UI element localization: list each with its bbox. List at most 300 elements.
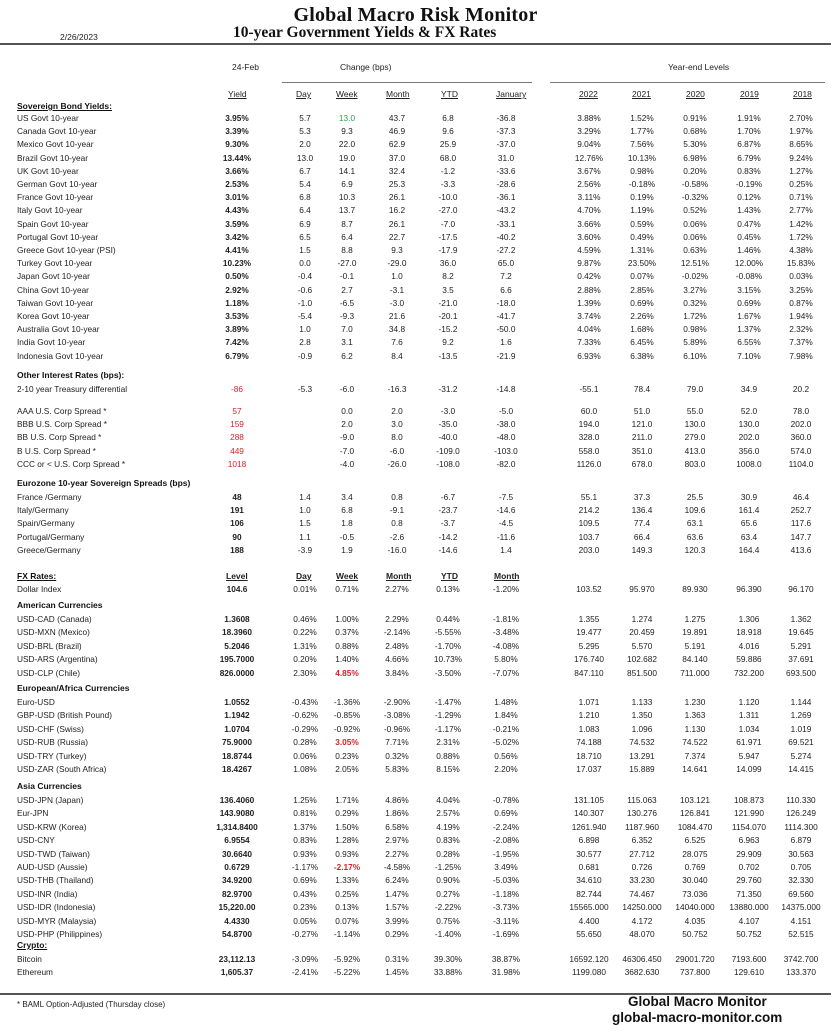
cell-col-6: -5.03%	[492, 875, 520, 886]
cell-col-4: 1.57%	[385, 902, 409, 913]
cell-col-2: 0.23%	[293, 902, 317, 913]
cell-col-3: 2.05%	[335, 764, 359, 774]
cell-col-4: 4.66%	[385, 654, 409, 665]
row-label: CCC or < U.S. Corp Spread *	[17, 458, 126, 469]
cell-col-8: 0.59%	[630, 218, 654, 229]
cell-col-10: 71.350	[736, 888, 762, 899]
cell-col-3: 2.0	[341, 419, 353, 430]
row-label: USD-INR (India)	[17, 888, 78, 899]
cell-col-10: 96.390	[736, 584, 762, 594]
cell-col-2: 1.31%	[293, 640, 317, 651]
cell-col-2: 5.7	[299, 113, 311, 123]
cell-col-3: -5.92%	[333, 954, 361, 964]
row-label: AAA U.S. Corp Spread *	[17, 406, 107, 416]
table-row	[0, 337, 831, 350]
cell-col-6: 0.56%	[494, 750, 518, 761]
cell-col-1: 143.9080	[219, 808, 255, 819]
cell-col-3: 0.23%	[335, 750, 359, 761]
cell-col-8: 678.0	[631, 458, 653, 469]
cell-col-6: -1.95%	[492, 848, 520, 859]
cell-col-9: 1.363	[684, 710, 706, 721]
cell-col-8: 149.3	[631, 544, 653, 555]
cell-col-2: 1.4	[299, 492, 311, 502]
cell-col-8: 0.69%	[630, 297, 654, 308]
cell-col-7: 82.744	[576, 888, 602, 899]
table-row	[0, 835, 831, 848]
cell-col-10: 1.120	[738, 697, 760, 707]
cell-col-7: 4.400	[578, 915, 600, 926]
table-row	[0, 668, 831, 681]
cell-col-3: -27.0	[337, 258, 357, 269]
cell-col-6: -0.78%	[492, 795, 520, 805]
cell-col-6: -5.02%	[492, 737, 520, 748]
cell-col-9: 0.06%	[683, 231, 707, 242]
cell-col-5: -17.5	[438, 231, 458, 242]
cell-col-4: 26.1	[388, 192, 406, 203]
cell-col-8: 1.77%	[630, 126, 654, 137]
cell-col-9: 1.72%	[683, 311, 707, 321]
section-american: American Currencies	[17, 600, 103, 610]
row-label: German Govt 10-year	[17, 179, 98, 189]
cell-col-6: 1.48%	[494, 697, 518, 707]
cell-col-8: 2.85%	[630, 284, 654, 295]
cell-col-6: -3.48%	[492, 627, 520, 638]
report-title: Global Macro Risk Monitor	[293, 4, 538, 26]
cell-col-3: 14.1	[338, 165, 356, 176]
table-row	[0, 406, 831, 419]
cell-col-7: 3.66%	[577, 218, 601, 229]
row-label: Portugal/Germany	[17, 531, 85, 542]
cell-col-1: 4.41%	[225, 245, 249, 255]
cell-col-6: -0.21%	[492, 723, 520, 734]
table-row	[0, 737, 831, 750]
row-label: Spain/Germany	[17, 518, 75, 529]
cell-col-10: 5.947	[738, 750, 760, 761]
cell-col-10: 0.69%	[737, 297, 761, 308]
cell-col-3: -5.22%	[333, 967, 361, 978]
cell-col-1: 4.43%	[225, 205, 249, 216]
table-row	[0, 518, 831, 531]
cell-col-6: -41.7	[496, 311, 516, 321]
cell-col-4: 9.3	[391, 245, 403, 255]
cell-col-7: 1261.940	[571, 821, 607, 832]
table-row	[0, 795, 831, 808]
cell-col-1: 3.89%	[225, 324, 249, 335]
row-label: Mexico Govt 10-year	[17, 139, 94, 150]
cell-col-11: 0.87%	[789, 297, 813, 308]
cell-col-10: 161.4	[738, 505, 760, 516]
cell-col-9: 25.5	[686, 492, 704, 502]
cell-col-9: 6.525	[684, 835, 706, 846]
cell-col-4: 62.9	[388, 139, 406, 150]
table-row	[0, 954, 831, 967]
cell-col-9: 1.130	[684, 723, 706, 734]
cell-col-6: -2.08%	[492, 835, 520, 846]
cell-col-2: 0.93%	[293, 848, 317, 859]
cell-col-11: 5.291	[790, 640, 812, 651]
row-label: France /Germany	[17, 492, 82, 502]
cell-col-4: 21.6	[388, 311, 406, 321]
table-row	[0, 545, 831, 558]
cell-col-3: 9.3	[341, 126, 353, 137]
cell-col-6: -14.6	[496, 505, 516, 516]
cell-col-7: 847.110	[574, 667, 604, 678]
cell-col-1: 3.01%	[225, 192, 249, 203]
cell-col-4: 3.99%	[385, 915, 409, 926]
cell-col-4: 0.32%	[385, 750, 409, 761]
cell-col-8: 5.570	[631, 640, 653, 651]
cell-col-7: 1126.0	[576, 458, 602, 469]
col-month: Month	[386, 89, 410, 99]
cell-col-7: 9.04%	[577, 139, 601, 150]
cell-col-11: 0.03%	[789, 271, 813, 282]
cell-col-10: 1008.0	[736, 458, 762, 469]
col-2021: 2021	[632, 89, 651, 99]
cell-col-5: -2.22%	[434, 902, 462, 913]
col-2022: 2022	[579, 89, 598, 99]
cell-col-1: 23,112.13	[218, 954, 256, 964]
cell-col-3: -0.85%	[333, 710, 361, 721]
cell-col-4: 2.97%	[385, 835, 409, 846]
cell-col-11: 4.151	[790, 915, 812, 926]
cell-col-11: 1.42%	[789, 218, 813, 229]
cell-col-11: 1.269	[790, 710, 812, 721]
cell-col-9: 1084.470	[677, 821, 713, 832]
cell-col-5: -35.0	[438, 419, 458, 430]
cell-col-11: 117.6	[790, 518, 812, 529]
cell-col-7: 558.0	[578, 445, 600, 456]
cell-col-11: 52.515	[788, 929, 814, 939]
cell-col-11: 37.691	[788, 654, 814, 665]
row-label: India Govt 10-year	[17, 337, 86, 348]
cell-col-8: 37.3	[633, 492, 651, 502]
cell-col-2: 0.20%	[293, 654, 317, 665]
row-label: USD-CAD (Canada)	[17, 614, 92, 624]
cell-col-11: 15.83%	[786, 258, 816, 269]
row-label: Bitcoin	[17, 954, 42, 964]
cell-col-1: 15,220.00	[218, 902, 256, 913]
cell-col-8: 66.4	[633, 531, 651, 542]
cell-col-11: 5.274	[790, 750, 812, 761]
cell-col-5: -1.17%	[434, 723, 462, 734]
cell-col-11: 46.4	[792, 492, 810, 502]
cell-col-8: 15.889	[629, 764, 655, 774]
cell-col-6: 3.49%	[494, 862, 518, 872]
cell-col-3: 1.9	[341, 544, 353, 555]
cell-col-2: -0.43%	[291, 697, 319, 707]
cell-col-1: 54.8700	[222, 929, 252, 939]
cell-col-9: 19.891	[682, 627, 708, 638]
cell-col-3: 3.05%	[335, 737, 359, 748]
cell-col-11: 9.24%	[789, 152, 813, 163]
cell-col-8: 46306.450	[622, 954, 662, 964]
row-label: 2-10 year Treasury differential	[17, 384, 128, 394]
cell-col-5: 0.28%	[436, 848, 460, 859]
cell-col-1: 7.42%	[225, 337, 249, 348]
cell-col-3: -4.0	[339, 458, 355, 469]
change-group-header: Change (bps)	[340, 62, 392, 72]
cell-col-3: 1.28%	[335, 835, 359, 846]
cell-col-3: -9.3	[339, 311, 355, 321]
cell-col-6: -7.07%	[492, 667, 520, 678]
cell-col-4: -0.96%	[383, 723, 411, 734]
cell-col-6: 0.69%	[494, 808, 518, 819]
cell-col-11: 1.27%	[789, 165, 813, 176]
cell-col-9: 0.32%	[683, 297, 707, 308]
cell-col-5: 0.90%	[436, 875, 460, 886]
cell-col-2: -0.27%	[291, 929, 319, 939]
row-label: USD-THB (Thailand)	[17, 875, 94, 886]
section-eurozone: Eurozone 10-year Sovereign Spreads (bps)	[17, 478, 191, 488]
cell-col-11: 252.7	[790, 505, 812, 516]
cell-col-4: -3.08%	[383, 710, 411, 721]
cell-col-6: -5.0	[498, 406, 514, 416]
row-label: USD-IDR (Indonesia)	[17, 902, 96, 913]
cell-col-10: 1.37%	[737, 324, 761, 335]
cell-col-8: 23.50%	[627, 258, 657, 269]
row-label: USD-ZAR (South Africa)	[17, 764, 107, 774]
cell-col-2: 13.0	[296, 152, 314, 163]
cell-col-8: 121.0	[631, 419, 653, 430]
row-label: BBB U.S. Corp Spread *	[17, 419, 107, 430]
cell-col-4: -3.1	[389, 284, 405, 295]
cell-col-6: -33.6	[496, 165, 516, 176]
cell-col-9: 126.841	[680, 808, 710, 819]
cell-col-10: 13880.000	[729, 902, 769, 913]
cell-col-3: 19.0	[338, 152, 356, 163]
cell-col-6: -18.0	[496, 297, 516, 308]
cell-col-9: 84.140	[682, 654, 708, 665]
cell-col-9: 29001.720	[675, 954, 715, 964]
table-row	[0, 764, 831, 777]
cell-col-5: 2.57%	[436, 808, 460, 819]
cell-col-4: 0.29%	[385, 929, 409, 939]
cell-col-1: 3.59%	[225, 218, 249, 229]
cell-col-7: 4.59%	[577, 245, 601, 255]
row-label: Dollar Index	[17, 584, 62, 594]
cell-col-4: 6.58%	[385, 821, 409, 832]
cell-col-4: 1.45%	[385, 967, 409, 978]
cell-col-9: 50.752	[682, 929, 708, 939]
cell-col-3: 1.8	[341, 518, 353, 529]
cell-col-1: 9.30%	[225, 139, 249, 150]
cell-col-6: -38.0	[496, 419, 516, 430]
row-label: China Govt 10-year	[17, 284, 89, 295]
cell-col-10: 0.45%	[737, 231, 761, 242]
cell-col-9: 130.0	[684, 419, 706, 430]
cell-col-2: 1.25%	[293, 795, 317, 805]
cell-col-6: -36.1	[496, 192, 516, 203]
cell-col-6: -40.2	[496, 231, 516, 242]
cell-col-8: 1.31%	[630, 245, 654, 255]
cell-col-5: 0.75%	[436, 915, 460, 926]
table-row	[0, 311, 831, 324]
col-ytd: YTD	[441, 89, 458, 99]
cell-col-10: 34.9	[740, 384, 758, 394]
cell-col-9: 0.769	[684, 862, 706, 872]
col-january: January	[496, 89, 527, 99]
cell-col-7: 3.11%	[577, 192, 601, 203]
cell-col-10: 61.971	[736, 737, 762, 748]
cell-col-4: -6.0	[389, 445, 405, 456]
cell-col-7: 194.0	[578, 419, 600, 430]
cell-col-11: 2.70%	[789, 113, 813, 123]
cell-col-5: 36.0	[439, 258, 457, 269]
cell-col-1: 3.39%	[225, 126, 249, 137]
cell-col-2: 0.05%	[293, 915, 317, 926]
table-row	[0, 505, 831, 518]
cell-col-7: 1199.080	[572, 967, 606, 978]
cell-col-7: 328.0	[578, 432, 600, 443]
cell-col-9: 1.275	[684, 614, 706, 624]
cell-col-1: 34.9200	[222, 875, 252, 886]
cell-col-8: 1.274	[631, 614, 653, 624]
cell-col-9: 4.035	[684, 915, 706, 926]
cell-col-4: -16.3	[387, 384, 407, 394]
row-label: Australia Govt 10-year	[17, 324, 100, 335]
cell-col-4: 7.71%	[385, 737, 409, 748]
col-fx-ytd: YTD	[441, 571, 458, 581]
cell-col-3: 3.1	[341, 337, 353, 348]
cell-col-11: 8.65%	[789, 139, 813, 150]
row-label: USD-CNY	[17, 835, 55, 846]
cell-col-9: -0.32%	[681, 192, 709, 203]
cell-col-9: 12.51%	[680, 258, 710, 269]
cell-col-2: 0.81%	[293, 808, 317, 819]
cell-col-10: 732.200	[734, 667, 764, 678]
cell-col-5: 10.73%	[433, 654, 463, 665]
table-row	[0, 298, 831, 311]
cell-col-3: -2.17%	[333, 862, 361, 872]
cell-col-7: 109.5	[578, 518, 600, 529]
cell-col-2: 1.5	[299, 245, 311, 255]
table-row	[0, 875, 831, 888]
cell-col-4: 22.7	[388, 231, 406, 242]
cell-col-5: -6.7	[440, 492, 456, 502]
cell-col-6: -2.24%	[492, 821, 520, 832]
cell-col-9: 63.1	[686, 518, 704, 529]
cell-col-2: 0.83%	[293, 835, 317, 846]
cell-col-9: 63.6	[686, 531, 704, 542]
col-level: Level	[226, 571, 248, 581]
cell-col-8: 78.4	[633, 384, 651, 394]
cell-col-6: -36.8	[496, 113, 516, 123]
cell-col-9: 6.98%	[683, 152, 707, 163]
cell-col-5: -3.0	[440, 406, 456, 416]
cell-col-5: -14.6	[438, 544, 458, 555]
cell-col-10: -0.08%	[735, 271, 763, 282]
table-row	[0, 245, 831, 258]
cell-col-8: 48.070	[629, 929, 655, 939]
cell-col-9: 55.0	[686, 406, 704, 416]
cell-col-5: -31.2	[438, 384, 458, 394]
cell-col-6: 65.0	[497, 258, 515, 269]
section-asia: Asia Currencies	[17, 781, 82, 791]
cell-col-3: 6.9	[341, 179, 353, 189]
cell-col-4: 5.83%	[385, 764, 409, 774]
cell-col-7: 60.0	[580, 406, 598, 416]
row-label: USD-JPN (Japan)	[17, 795, 84, 805]
table-row	[0, 710, 831, 723]
cell-col-9: 803.0	[684, 458, 706, 469]
cell-col-2: 0.06%	[293, 750, 317, 761]
cell-col-8: 0.19%	[630, 192, 654, 203]
cell-col-7: 19.477	[576, 627, 602, 638]
cell-col-10: 3.15%	[737, 284, 761, 295]
cell-col-2: 0.43%	[293, 888, 317, 899]
cell-col-6: -7.5	[498, 492, 514, 502]
cell-col-7: 5.295	[578, 640, 600, 651]
cell-col-8: 13.291	[629, 750, 655, 761]
cell-col-1: 3.53%	[225, 311, 249, 321]
cell-col-10: 0.83%	[737, 165, 761, 176]
cell-col-5: -20.1	[438, 311, 458, 321]
table-row	[0, 654, 831, 667]
cell-col-6: 38.87%	[491, 954, 521, 964]
cell-col-10: 1.70%	[737, 126, 761, 137]
col-2018: 2018	[793, 89, 812, 99]
cell-col-9: 3.27%	[683, 284, 707, 295]
cell-col-4: 2.29%	[385, 614, 409, 624]
cell-col-7: 1.071	[578, 697, 600, 707]
cell-col-10: 129.610	[734, 967, 764, 978]
cell-col-5: 0.88%	[436, 750, 460, 761]
table-row	[0, 532, 831, 545]
row-label: USD-MYR (Malaysia)	[17, 915, 97, 926]
cell-col-3: 10.3	[338, 192, 356, 203]
cell-col-4: 2.27%	[385, 848, 409, 859]
cell-col-11: 1.72%	[789, 231, 813, 242]
cell-col-4: 8.0	[391, 432, 403, 443]
cell-col-1: 1.18%	[225, 297, 249, 308]
row-label: GBP-USD (British Pound)	[17, 710, 112, 721]
row-label: USD-TRY (Turkey)	[17, 750, 87, 761]
cell-col-2: 0.69%	[293, 875, 317, 886]
cell-col-11: 574.0	[790, 445, 812, 456]
table-row	[0, 751, 831, 764]
cell-col-8: 1.096	[631, 723, 653, 734]
cell-col-8: 0.49%	[630, 231, 654, 242]
cell-col-5: 0.13%	[436, 584, 460, 594]
cell-col-11: 1.019	[790, 723, 812, 734]
row-label: Italy/Germany	[17, 505, 69, 516]
cell-col-11: 2.32%	[789, 324, 813, 335]
cell-col-2: -1.17%	[291, 862, 319, 872]
table-row	[0, 808, 831, 821]
cell-col-4: 1.47%	[385, 888, 409, 899]
section-sovereign: Sovereign Bond Yields:	[17, 101, 112, 111]
section-european: European/Africa Currencies	[17, 683, 130, 693]
cell-col-8: 115.063	[627, 795, 657, 805]
table-row	[0, 697, 831, 710]
cell-col-4: 1.0	[391, 271, 403, 282]
cell-col-3: 13.0	[338, 113, 356, 123]
cell-col-2: 0.28%	[293, 737, 317, 748]
cell-col-9: 30.040	[682, 875, 708, 886]
cell-col-3: -6.5	[339, 297, 355, 308]
cell-col-8: 10.13%	[627, 152, 657, 163]
cell-col-9: 79.0	[686, 384, 704, 394]
cell-col-8: 351.0	[631, 445, 653, 456]
cell-col-3: 0.29%	[335, 808, 359, 819]
cell-col-7: 16592.120	[569, 954, 609, 964]
cell-col-11: 413.6	[790, 544, 812, 555]
cell-col-6: -27.2	[496, 245, 516, 255]
cell-col-8: 6.45%	[630, 337, 654, 348]
row-label: Italy Govt 10-year	[17, 205, 83, 216]
cell-col-8: 33.230	[629, 875, 655, 886]
cell-col-7: 18.710	[576, 750, 602, 761]
